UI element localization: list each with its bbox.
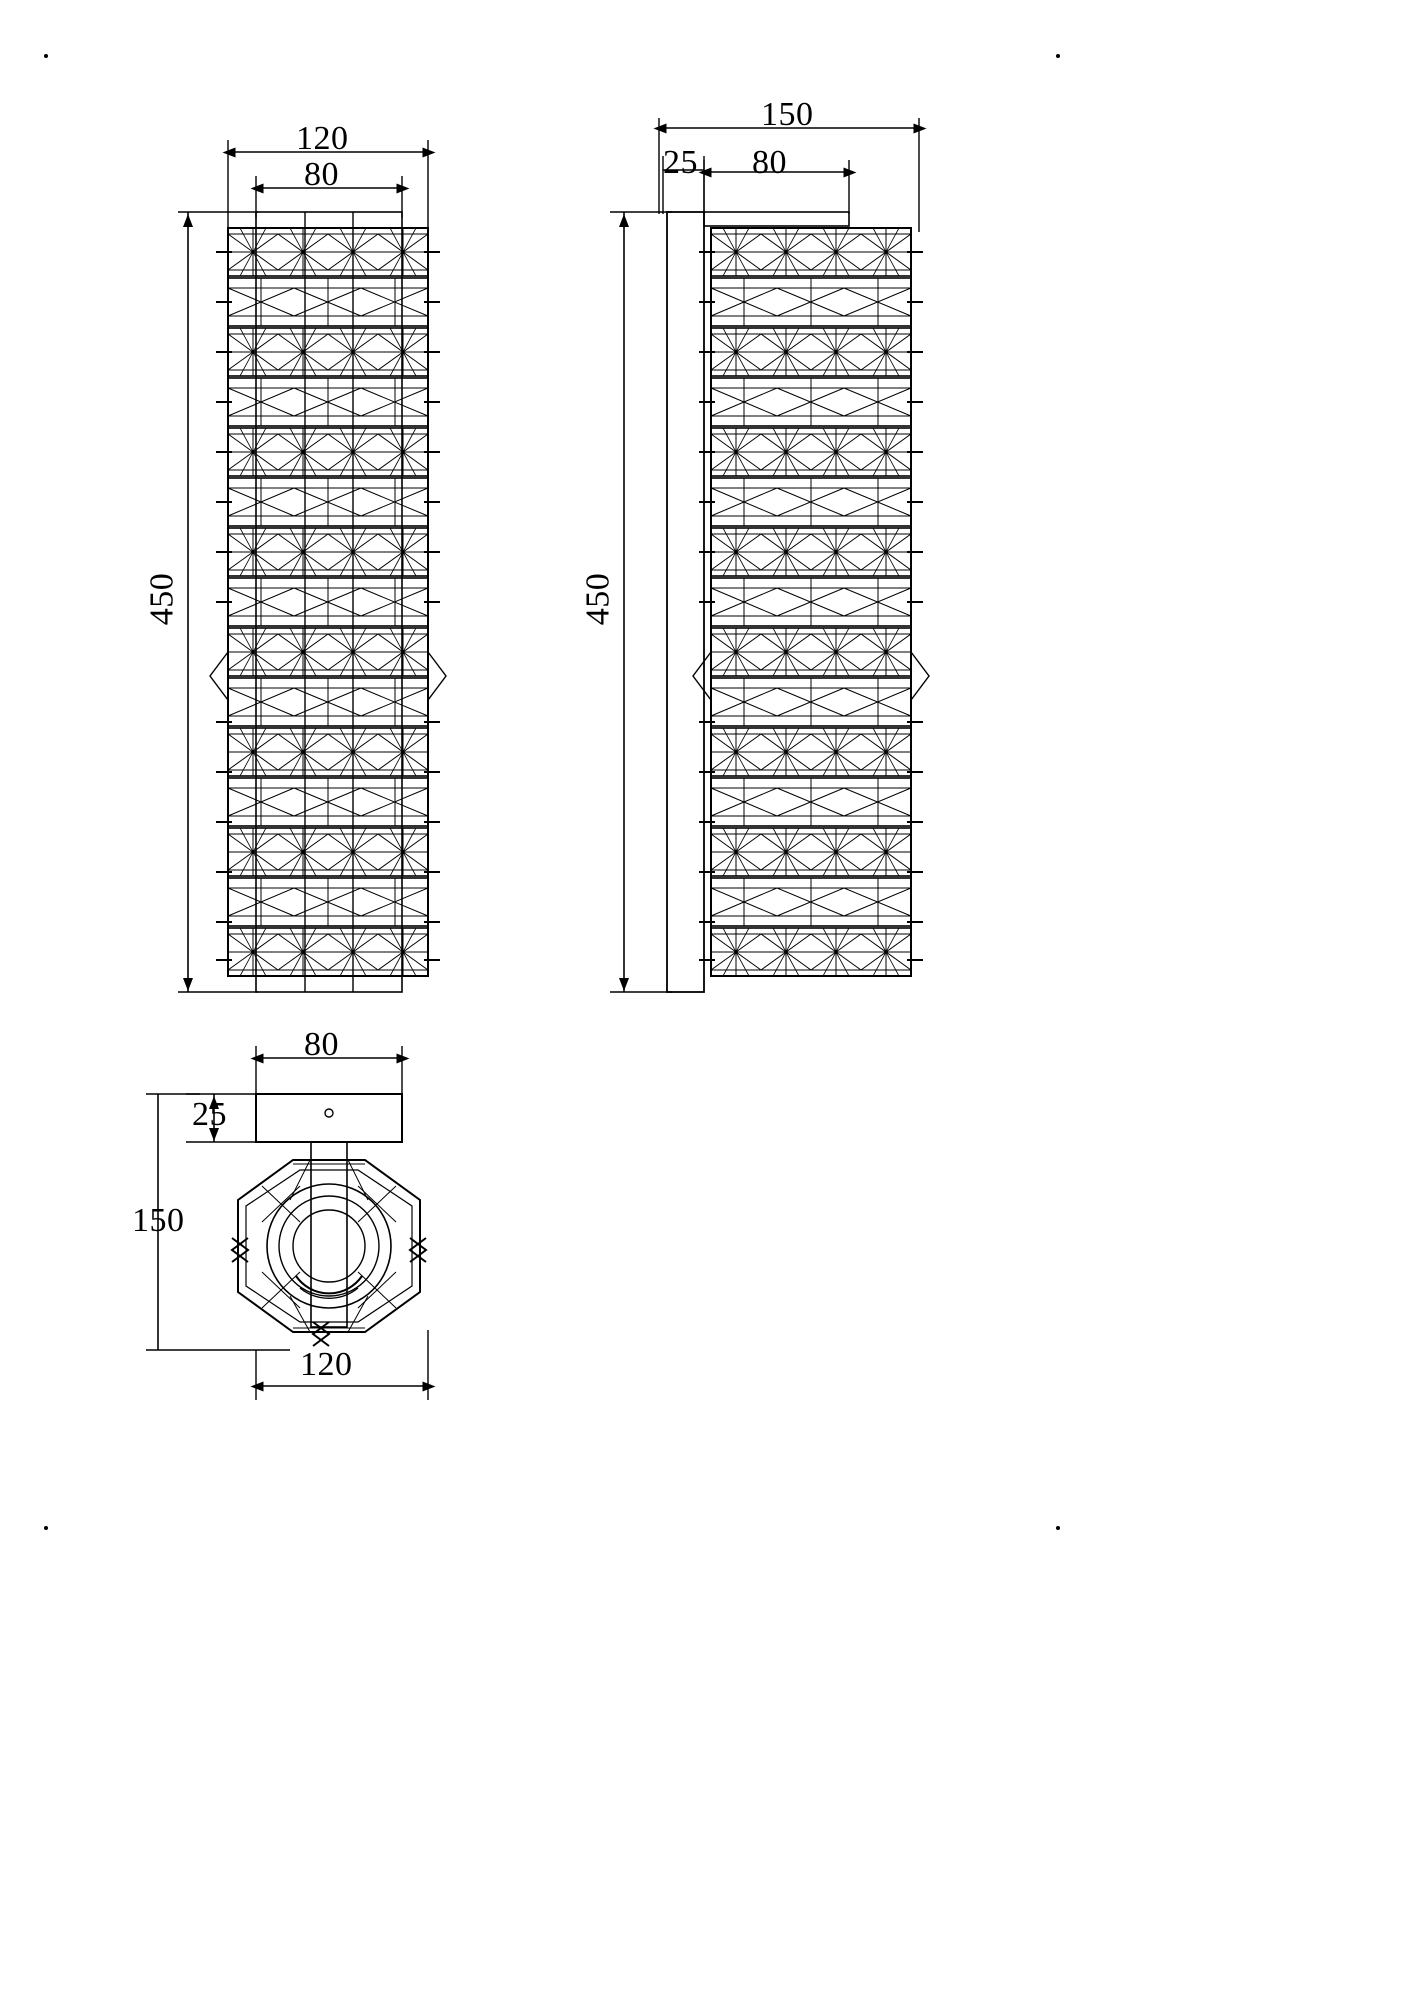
plan-plate-depth-arrow-top: [209, 1096, 219, 1109]
plan-plate-width-label: 80: [304, 1026, 339, 1063]
plan-plate-width-arrow-left: [251, 1054, 264, 1064]
plan-mounting-plate: [256, 1094, 402, 1142]
side-depth-label: 150: [761, 96, 814, 133]
front-height-label: 450: [143, 572, 181, 626]
plan-plate-depth-arrow-bottom: [209, 1128, 219, 1141]
plan-crystal-cluster: [232, 1160, 426, 1346]
plan-width-arrow-left: [251, 1382, 264, 1392]
plan-width-arrow-right: [423, 1382, 436, 1392]
plan-width-label: 120: [300, 1346, 353, 1383]
plan-depth-label: 150: [132, 1202, 185, 1239]
front-width-outer-label: 120: [296, 120, 349, 157]
side-body-depth-label: 80: [752, 144, 787, 181]
front-width-inner-label: 80: [304, 156, 339, 193]
side-height-label: 450: [579, 572, 617, 626]
plan-plate-depth-label: 25: [192, 1096, 227, 1133]
side-backplate-depth-label: 25: [663, 144, 698, 181]
plan-plate-width-arrow-right: [397, 1054, 410, 1064]
plan-dimension-lines: [146, 1046, 428, 1400]
